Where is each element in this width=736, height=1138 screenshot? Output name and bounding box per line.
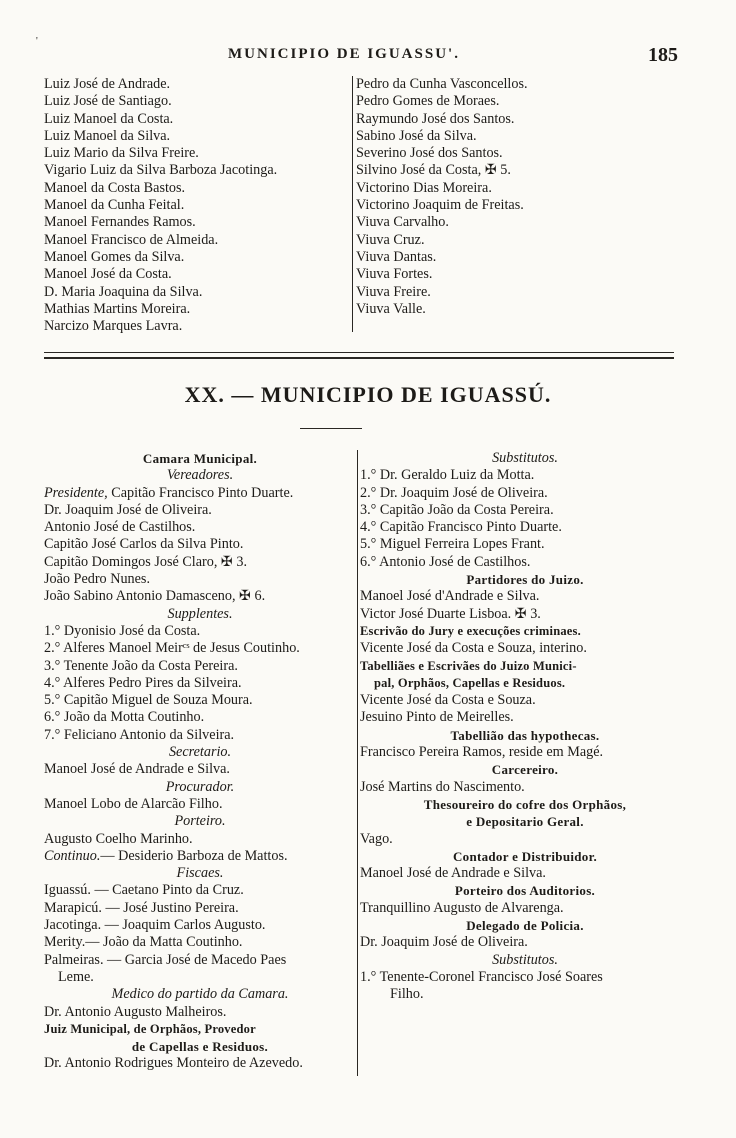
column-divider-top	[352, 76, 353, 332]
porteiro-auditorios-name: Tranquillino Augusto de Alvarenga.	[360, 899, 564, 916]
list-item: Manoel da Costa Bastos.	[44, 179, 186, 196]
list-item: Pedro da Cunha Vasconcellos.	[356, 76, 528, 92]
list-item: Palmeiras. — Garcia José de Macedo Paes	[44, 951, 287, 968]
left-column	[44, 450, 356, 1073]
tabelliaes-heading-line2: pal, Orphãos, Capellas e Residuos.	[374, 675, 566, 690]
list-item: Filho.	[390, 986, 424, 1003]
list-item: Manoel José da Costa.	[44, 266, 172, 283]
list-item: Iguassú. — Caetano Pinto da Cruz.	[44, 882, 244, 899]
list-item: Viuva Dantas.	[356, 248, 437, 265]
list-item: Marapicú. — José Justino Pereira.	[44, 899, 239, 916]
list-item: 4.° Alferes Pedro Pires da Silveira.	[44, 674, 242, 691]
delegado-name: Dr. Joaquim José de Oliveira.	[360, 934, 528, 951]
list-item: Vigario Luiz da Silva Barboza Jacotinga.	[44, 162, 278, 179]
hypothecas-heading: Tabellião das hypothecas.	[450, 727, 600, 743]
list-item: Victorino Dias Moreira.	[356, 179, 492, 196]
list-item: Luiz Manoel da Silva.	[44, 127, 171, 144]
list-item: Luiz Mario da Silva Freire.	[44, 145, 199, 162]
list-item: Jacotinga. — Joaquim Carlos Augusto.	[44, 917, 266, 934]
list-item: 1.° Tenente-Coronel Francisco José Soares	[360, 968, 603, 985]
list-item: Sabino José da Silva.	[356, 127, 477, 144]
presidente-name: Capitão Francisco Pinto Duarte.	[111, 484, 294, 501]
list-item: Pedro Gomes de Moraes.	[356, 93, 500, 110]
list-item: 3.° Tenente João da Costa Pereira.	[44, 657, 238, 674]
list-item: Luiz José de Santiago.	[44, 93, 172, 110]
supplentes-heading: Supplentes.	[167, 605, 233, 622]
vereadores-heading: Vereadores.	[166, 467, 234, 484]
juiz-name: Dr. Antonio Rodrigues Monteiro de Azevedo.	[44, 1055, 303, 1072]
list-item: Manoel José d'Andrade e Silva.	[360, 588, 540, 605]
list-item: Dr. Joaquim José de Oliveira.	[44, 501, 212, 518]
page-number: 185	[648, 44, 678, 66]
contador-heading: Contador e Distribuidor.	[452, 848, 598, 864]
continuo-name: — Desiderio Barboza de Mattos.	[100, 847, 288, 864]
continuo-line	[44, 848, 356, 865]
list-item: 5.° Miguel Ferreira Lopes Frant.	[360, 536, 545, 553]
list-item: D. Maria Joaquina da Silva.	[44, 283, 203, 300]
column-divider-bottom	[357, 450, 358, 1076]
secretario-name: Manoel José de Andrade e Silva.	[44, 761, 230, 778]
tabelliaes-heading-line1: Tabelliães e Escrivães do Juizo Munici-	[360, 658, 577, 673]
list-item: Merity.— João da Matta Coutinho.	[44, 934, 243, 951]
list-item: 6.° Antonio José de Castilhos.	[360, 553, 531, 570]
contador-name: Manoel José de Andrade e Silva.	[360, 865, 546, 882]
secretario-heading: Secretario.	[168, 744, 232, 761]
list-item: 2.° Alferes Manoel Meirᶜˢ de Jesus Coutinho.	[44, 640, 300, 657]
list-item: João Sabino Antonio Damasceno, ✠ 6.	[44, 588, 266, 605]
presidente-line	[44, 485, 356, 502]
list-item: Manoel da Cunha Feital.	[44, 197, 185, 214]
thesoureiro-name: Vago.	[360, 830, 393, 847]
list-item: Viuva Fortes.	[356, 266, 433, 283]
list-item: Vicente José da Costa e Souza.	[360, 692, 536, 709]
list-item: Luiz Manoel da Costa.	[44, 110, 174, 127]
thesoureiro-heading-line1: Thesoureiro do cofre dos Orphãos,	[423, 796, 627, 812]
list-item: Victorino Joaquim de Freitas.	[356, 197, 524, 214]
medico-name: Dr. Antonio Augusto Malheiros.	[44, 1003, 227, 1020]
camara-heading: Camara Municipal.	[142, 451, 258, 466]
list-item: Narcizo Marques Lavra.	[44, 318, 183, 335]
list-item: 4.° Capitão Francisco Pinto Duarte.	[360, 519, 562, 536]
list-item: Capitão Domingos José Claro, ✠ 3.	[44, 553, 248, 570]
list-item: Manoel Gomes da Silva.	[44, 248, 185, 265]
list-item: Mathias Martins Moreira.	[44, 300, 191, 317]
list-item: Victor José Duarte Lisboa. ✠ 3.	[360, 605, 541, 622]
margin-mark: '	[36, 36, 38, 47]
escrivao-heading: Escrivão do Jury e execuções criminaes.	[360, 623, 581, 638]
presidente-label: Presidente,	[44, 484, 108, 501]
thesoureiro-heading-line2: e Depositario Geral.	[466, 814, 584, 830]
list-item: 3.° Capitão João da Costa Pereira.	[360, 501, 554, 518]
delegado-heading: Delegado de Policia.	[466, 918, 584, 934]
list-item: Viuva Carvalho.	[356, 214, 449, 231]
fiscaes-heading: Fiscaes.	[176, 865, 224, 882]
list-item: Manoel Francisco de Almeida.	[44, 231, 219, 248]
list-item: Severino José dos Santos.	[356, 145, 503, 162]
list-item: Leme.	[58, 968, 94, 985]
escrivao-name: Vicente José da Costa e Souza, interino.	[360, 640, 587, 657]
list-item: Luiz José de Andrade.	[44, 76, 171, 92]
hypothecas-name: Francisco Pereira Ramos, reside em Magé.	[360, 744, 604, 761]
list-item: Viuva Cruz.	[356, 231, 425, 248]
right-column	[360, 450, 690, 1004]
top-right-name-list	[356, 76, 686, 318]
procurador-heading: Procurador.	[165, 778, 235, 795]
delegado-substitutos-heading: Substitutos.	[492, 951, 558, 968]
list-item: Raymundo José dos Santos.	[356, 110, 515, 127]
title-underline	[300, 428, 362, 429]
list-item: 6.° João da Motta Coutinho.	[44, 709, 205, 726]
carcereiro-heading: Carcereiro.	[491, 762, 559, 778]
substitutos-heading: Substitutos.	[492, 450, 558, 466]
list-item: 7.° Feliciano Antonio da Silveira.	[44, 726, 235, 743]
porteiro-heading: Porteiro.	[174, 813, 226, 830]
list-item: Antonio José de Castilhos.	[44, 519, 196, 536]
list-item: Viuva Valle.	[356, 300, 426, 317]
juiz-heading-line2: de Capellas e Residuos.	[131, 1039, 269, 1055]
porteiro-name: Augusto Coelho Marinho.	[44, 830, 193, 847]
list-item: Viuva Freire.	[356, 283, 431, 300]
list-item: 1.° Dyonisio José da Costa.	[44, 622, 201, 639]
list-item: Silvino José da Costa, ✠ 5.	[356, 162, 511, 179]
list-item: Manoel Fernandes Ramos.	[44, 214, 196, 231]
section-divider	[44, 352, 674, 359]
procurador-name: Manoel Lobo de Alarcão Filho.	[44, 795, 223, 812]
juiz-heading-line1: Juiz Municipal, de Orphãos, Provedor	[44, 1021, 256, 1036]
list-item: 5.° Capitão Miguel de Souza Moura.	[44, 692, 253, 709]
carcereiro-name: José Martins do Nascimento.	[360, 778, 525, 795]
list-item: 1.° Dr. Geraldo Luiz da Motta.	[360, 467, 535, 484]
section-title: XX. — MUNICIPIO DE IGUASSÚ.	[184, 382, 552, 407]
list-item: João Pedro Nunes.	[44, 571, 150, 588]
partidores-heading: Partidores do Juizo.	[466, 572, 584, 588]
list-item: Jesuino Pinto de Meirelles.	[360, 709, 514, 726]
top-left-name-list	[44, 76, 344, 335]
porteiro-auditorios-heading: Porteiro dos Auditorios.	[454, 883, 596, 899]
running-title: MUNICIPIO DE IGUASSU'.	[228, 46, 460, 62]
list-item: 2.° Dr. Joaquim José de Oliveira.	[360, 484, 548, 501]
continuo-label: Continuo.	[44, 847, 101, 864]
page-header	[0, 44, 736, 68]
medico-heading: Medico do partido da Camara.	[111, 986, 289, 1003]
list-item: Capitão José Carlos da Silva Pinto.	[44, 536, 244, 553]
